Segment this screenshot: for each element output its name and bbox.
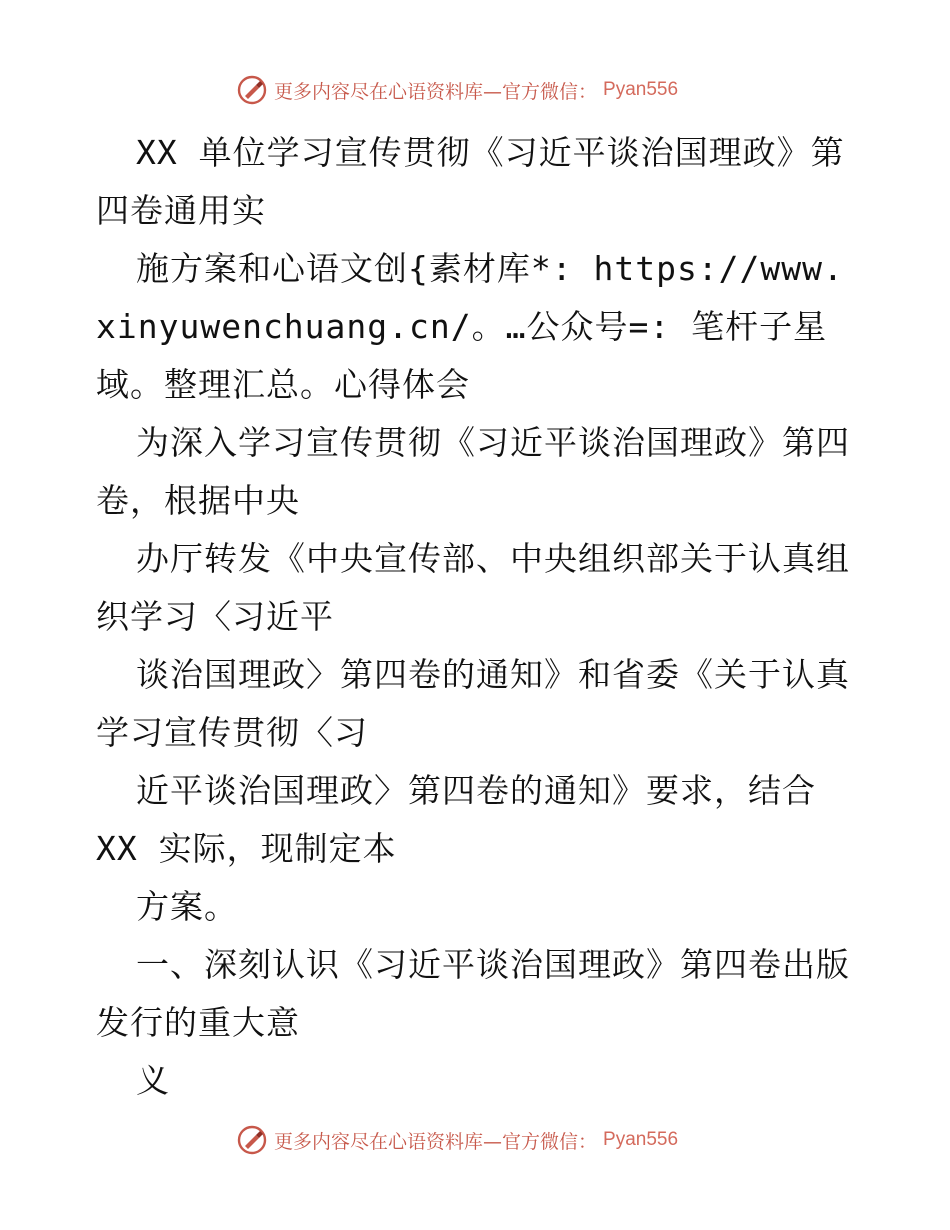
header-watermark [236, 72, 678, 108]
watermark-text: 更多内容尽在心语资料库—官方微信： [274, 1130, 598, 1153]
watermark-text: 更多内容尽在心语资料库—官方微信： [274, 80, 598, 103]
section-heading-cont: 义 [136, 1061, 170, 1100]
document-body [96, 124, 856, 1110]
paragraph-notice-cont: 谈治国理政〉第四卷的通知》和省委《关于认真学习宣传贯彻〈习 [96, 655, 850, 752]
paragraph-source: 施方案和心语文创{素材库*: https://www.xinyuwenchuang.cn/。…公众号=: 笔杆子星域。整理汇总。心得体会 [96, 249, 844, 404]
paragraph-title: XX 单位学习宣传贯彻《习近平谈治国理政》第四卷通用实 [96, 133, 845, 230]
watermark-wechat-id: Pyan556 [603, 79, 679, 100]
watermark-wechat-id: Pyan556 [603, 1129, 679, 1150]
section-heading: 一、深刻认识《习近平谈治国理政》第四卷出版发行的重大意 [96, 945, 850, 1042]
paragraph-plan: 方案。 [136, 887, 238, 926]
pen-seal-logo-icon [236, 1124, 268, 1156]
paragraph-intro: 为深入学习宣传贯彻《习近平谈治国理政》第四卷，根据中央 [96, 423, 850, 520]
footer-watermark [236, 1122, 678, 1158]
paragraph-notice: 办厅转发《中央宣传部、中央组织部关于认真组织学习〈习近平 [96, 539, 850, 636]
pen-seal-logo-icon [236, 74, 268, 106]
paragraph-requirement: 近平谈治国理政〉第四卷的通知》要求，结合 XX 实际，现制定本 [96, 771, 837, 868]
